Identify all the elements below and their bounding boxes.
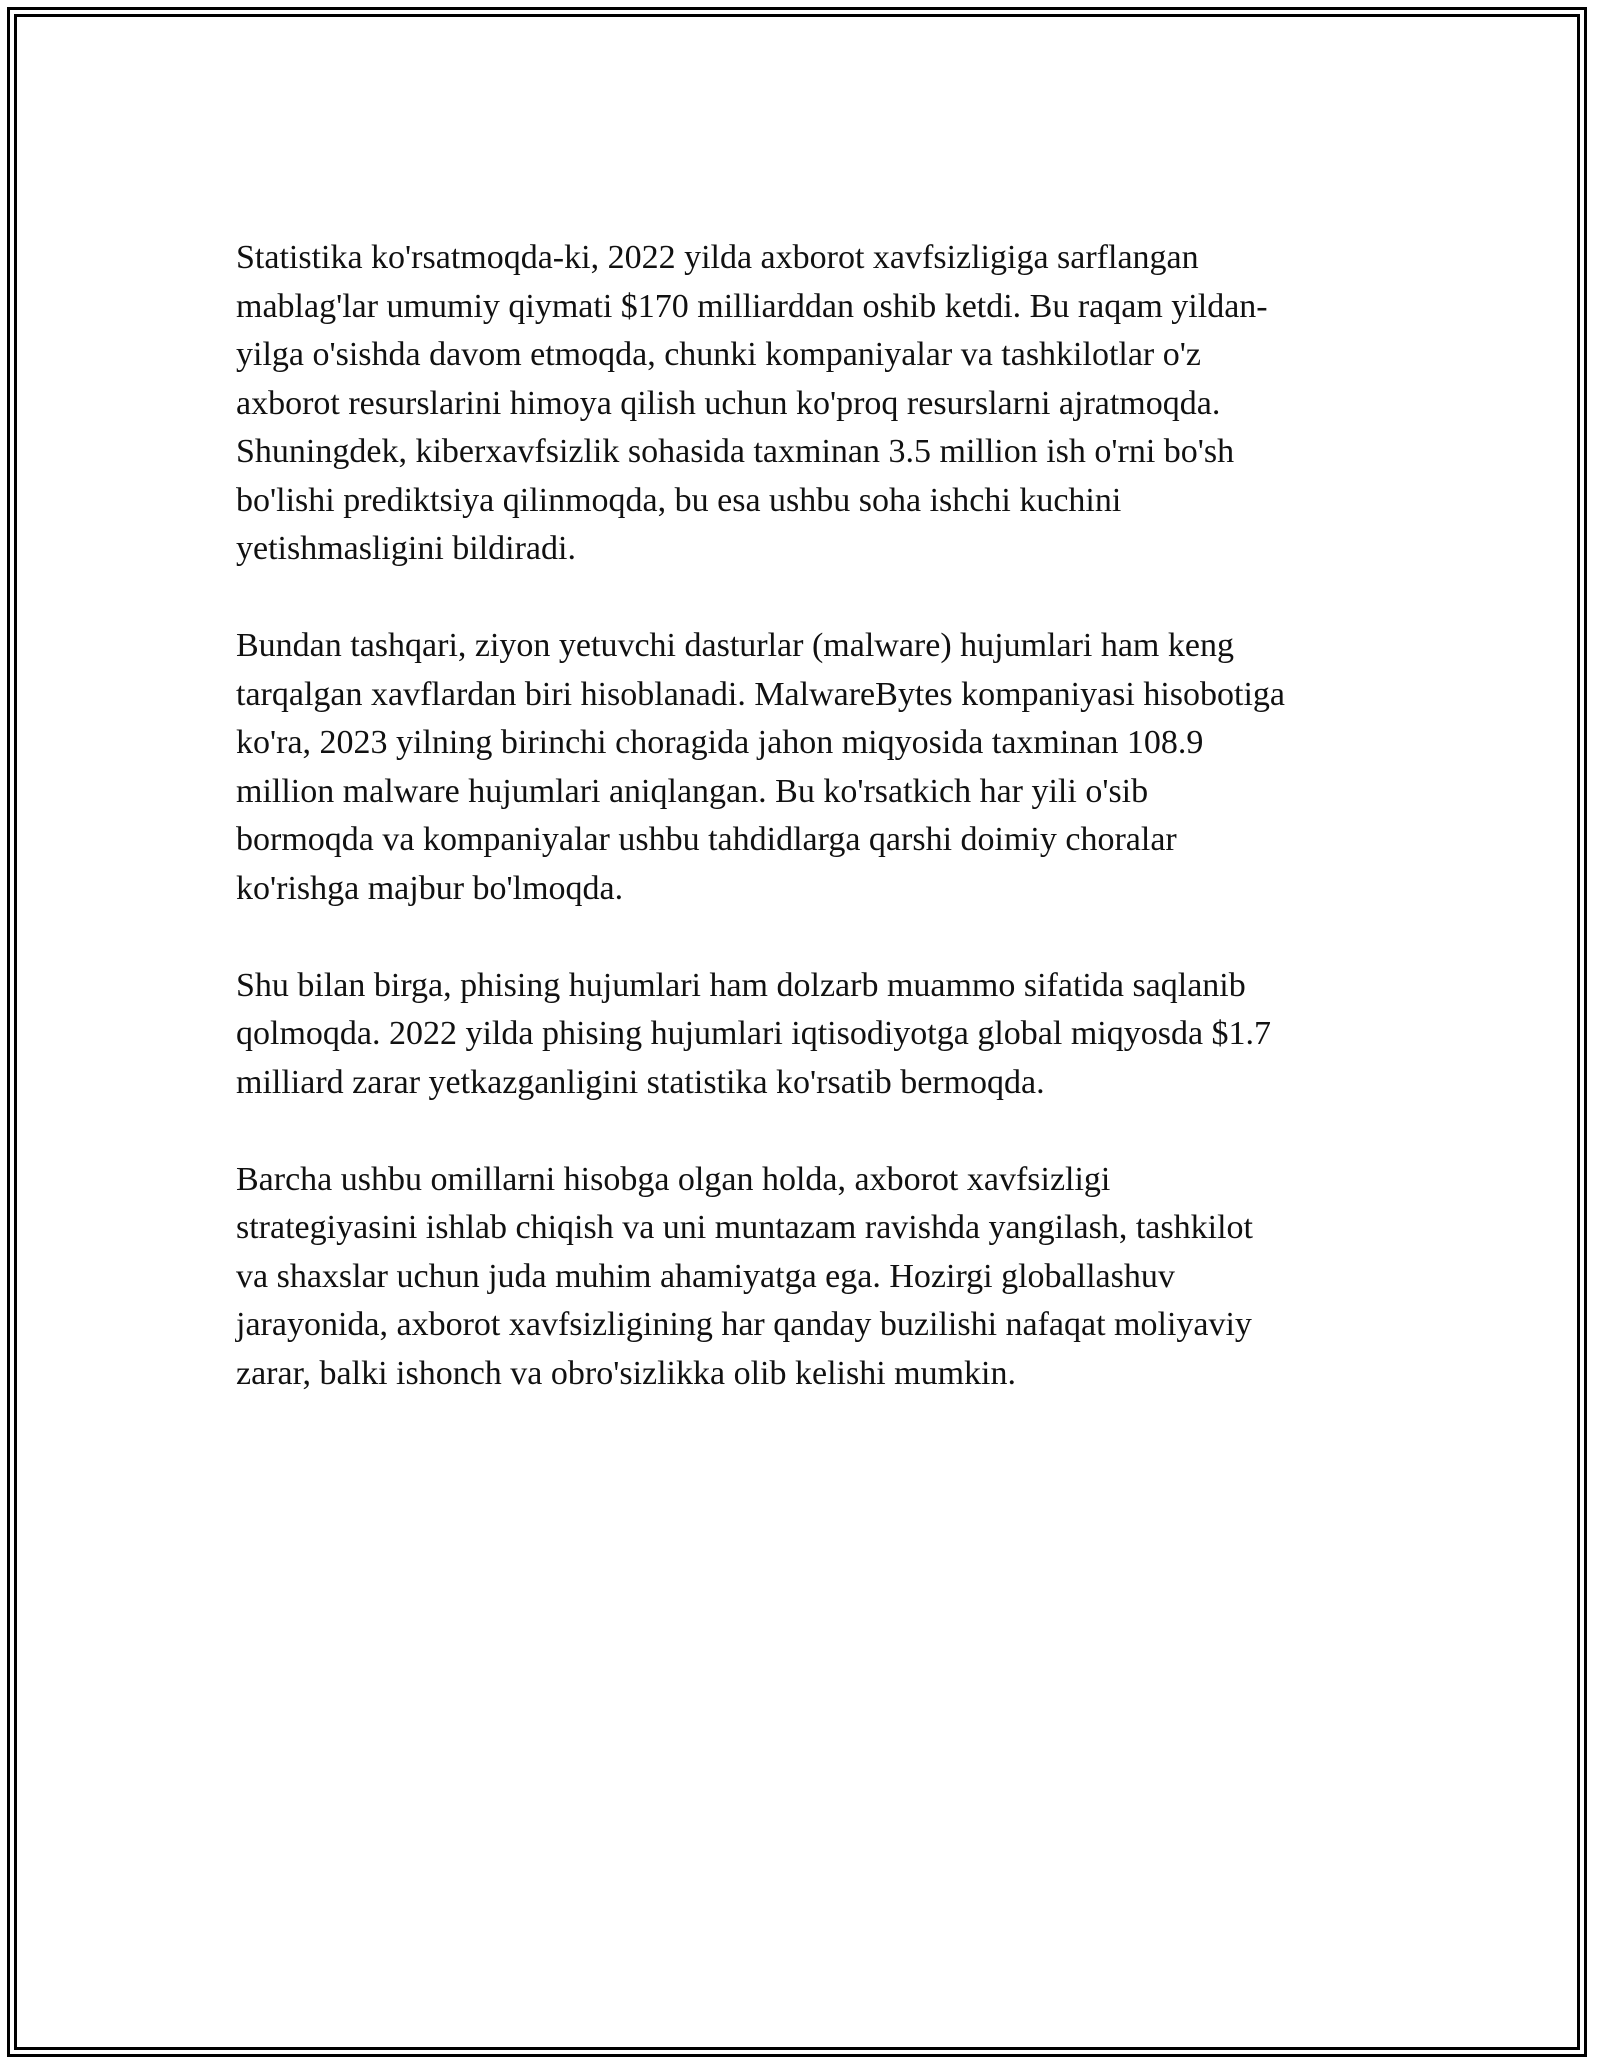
text-line: zarar, balki ishonch va obro'sizlikka olib kelishi mumkin. xyxy=(236,1354,1016,1392)
paragraph-4 xyxy=(236,1156,1376,1399)
text-line: qolmoqda. 2022 yilda phising hujumlari iqtisodiyotga global miqyosda $1.7 xyxy=(236,1015,1272,1052)
text-line: va shaxslar uchun juda muhim ahamiyatga ega. Hozirgi globallashuv xyxy=(236,1257,1175,1295)
text-line: ko'rishga majbur bo'lmoqda. xyxy=(236,869,624,907)
text-line: mablag'lar umumiy qiymati $170 milliarddan oshib ketdi. Bu raqam yildan- xyxy=(236,287,1268,325)
text-line: tarqalgan xavflardan biri hisoblanadi. MalwareBytes kompaniyasi hisobotiga xyxy=(236,675,1286,713)
text-line: Shu bilan birga, phising hujumlari ham dolzarb muammo sifatida saqlanib xyxy=(236,966,1246,1004)
text-line: Barcha ushbu omillarni hisobga olgan holda, axborot xavfsizligi xyxy=(236,1160,1111,1198)
text-line: milliard zarar yetkazganligini statistika ko'rsatib bermoqda. xyxy=(236,1063,1045,1101)
paragraph-3 xyxy=(236,962,1376,1108)
text-line: bo'lishi prediktsiya qilinmoqda, bu esa ushbu soha ishchi kuchini xyxy=(236,481,1122,519)
text-line: Bundan tashqari, ziyon yetuvchi dasturlar (malware) hujumlari ham keng xyxy=(236,627,1234,664)
text-line: million malware hujumlari aniqlangan. Bu ko'rsatkich har yili o'sib xyxy=(236,772,1149,810)
text-line: axborot resurslarini himoya qilish uchun ko'proq resurslarni ajratmoqda. xyxy=(236,384,1221,422)
text-line: Shuningdek, kiberxavfsizlik sohasida taxminan 3.5 million ish o'rni bo'sh xyxy=(236,433,1235,470)
text-line: jarayonida, axborot xavfsizligining har qanday buzilishi nafaqat moliyaviy xyxy=(236,1306,1252,1343)
text-line: strategiyasini ishlab chiqish va uni muntazam ravishda yangilash, tashkilot xyxy=(236,1209,1253,1246)
text-line: yilga o'sishda davom etmoqda, chunki kompaniyalar va tashkilotlar o'z xyxy=(236,336,1201,373)
text-line: Statistika ko'rsatmoqda-ki, 2022 yilda axborot xavfsizligiga sarflangan xyxy=(236,239,1199,276)
text-line: yetishmasligini bildiradi. xyxy=(236,530,576,567)
paragraph-1 xyxy=(236,234,1376,574)
text-line: bormoqda va kompaniyalar ushbu tahdidlarga qarshi doimiy choralar xyxy=(236,821,1177,858)
text-line: ko'ra, 2023 yilning birinchi choragida jahon miqyosida taxminan 108.9 xyxy=(236,724,1204,761)
paragraph-2 xyxy=(236,622,1376,913)
document-body xyxy=(236,234,1376,1447)
